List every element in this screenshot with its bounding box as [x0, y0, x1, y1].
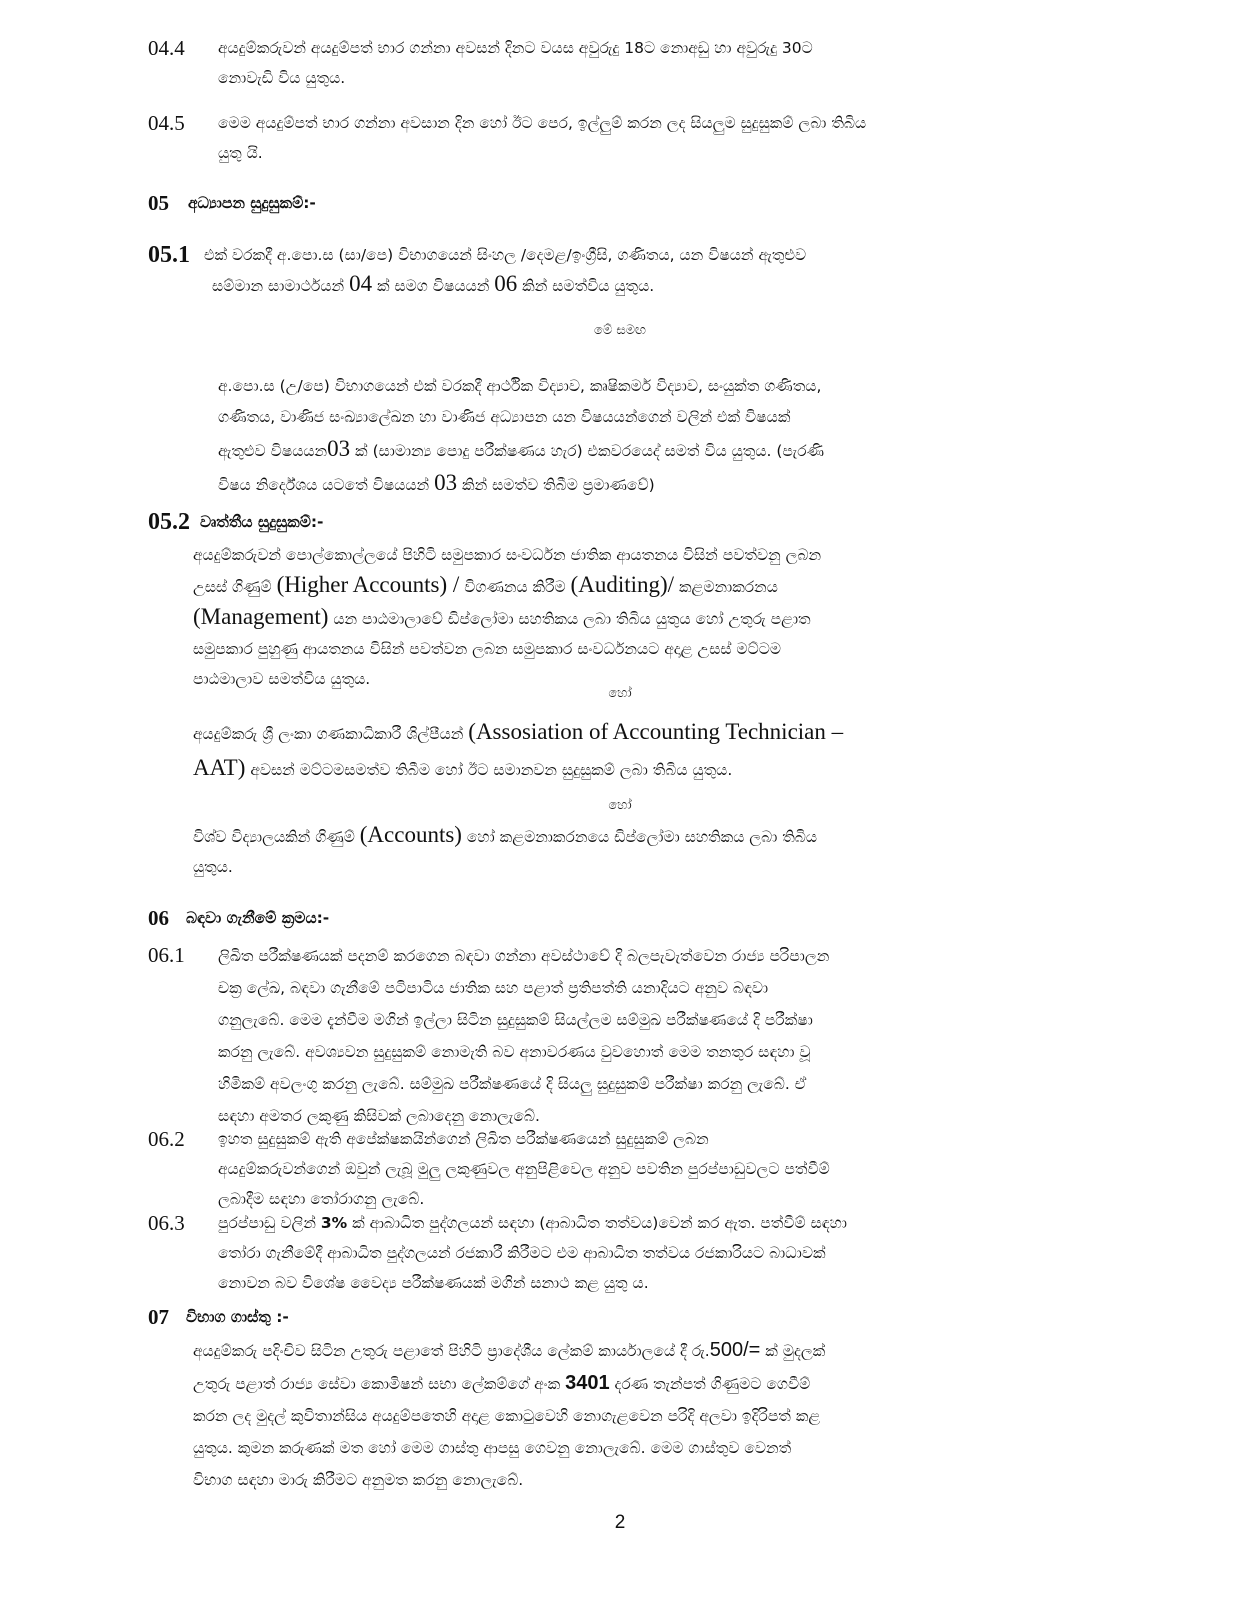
text-line: යුතුය.: [193, 858, 233, 876]
section-number-07: 07: [148, 1305, 169, 1329]
text-line: අයදුම්කරු ශ්‍රී ලංකා ගණකාධිකාරී ශිල්පීයන් (Assosiation of Accounting Technician –: [193, 719, 844, 744]
section-05-1-line-2: සම්මාන සාමාර්ථයන් 04 ක් සමග විෂයයන් 06 කින් සමත්විය යුතුය.: [212, 271, 655, 296]
text-line: නොවන බව විශේෂ වෛද්‍ය පරීක්ෂණයක් මගින් සනාථ කළ යුතු ය.: [218, 1274, 649, 1292]
text-line: යුතු යි.: [218, 144, 263, 162]
text-line: හිමිකම් අවලංගු කරනු ලැබේ. සම්මුඛ පරීක්ෂණයේ දි සියලු සුදුසුකම් පරීක්ෂා කරනු ලැබේ. ඒ: [218, 1075, 807, 1093]
section-05-1-paragraph: [218, 371, 1064, 501]
section-number-06-1: 06.1: [148, 943, 185, 967]
section-04-5-text: [218, 108, 1064, 168]
section-06-2-text: [218, 1124, 1064, 1214]
text-line: ගණිතය, වාණිජ සංඛ්‍යාලේඛන හා වාණිජ අධ්‍යාපන යන විෂයයන්ගෙන් වලින් එක් විෂයක්: [218, 408, 791, 426]
section-number-05-2: 05.2: [148, 509, 190, 535]
text-line: කරන ලද මුදල් කුවිතාන්සිය අයදුම්පතෙහි අදාළ කොටුවෙහි නොගැළවෙන පරිදි අලවා ඉදිරිපත් කළ: [193, 1407, 821, 1425]
section-07-heading: විභාග ගාස්තු :-: [186, 1308, 289, 1326]
page-number: 2: [614, 1512, 626, 1533]
text-line: උතුරු පළාත් රාජ්‍ය සේවා කොමිෂන් සභා ලේකම්ගේ අංක 3401 දරණ තැන්පත් ගිණුමට ගෙවීම්: [193, 1372, 811, 1394]
section-05-1-line-1: එක් වරකදී අ.පො.ස (සා/පෙ) විභාගයෙන් සිංහල /දෙමළ/ඉංග්‍රීසි, ගණිතය, යන විෂයන් ඇතුළුව: [204, 246, 807, 264]
text-line: කරනු ලැබේ. අවශ්‍යවන සුදුසුකම් නොමැති බව අනාවරණය වුවහොත් මෙම තනතුර සඳහා වූ: [218, 1043, 811, 1061]
text-line: අයදුම්කරු පදිංචිව සිටින උතුරු පළාතේ පිහිටි ප්‍රාදේශීය ලේකම් කාර්යාලයේ දී රු.500/= ක් මුදලක්: [193, 1339, 826, 1361]
section-05-2-paragraph-c: [193, 820, 1064, 882]
text-line: නොවැඩි විය යුතුය.: [218, 69, 346, 87]
section-number-05: 05: [148, 191, 169, 215]
text-line: (Management) යන පාඨමාලාවේ ඩිප්ලෝමා සහතිකය ලබා තිබිය යුතුය හෝ උතුරු පළාත: [193, 604, 811, 629]
text-line: අයදුම්කරුවන් පොල්කොල්ලයේ පිහිටි සමුපකාර සංවර්ධන ජාතික ආයතනය විසින් පවත්වනු ලබන: [193, 546, 822, 564]
section-05-2-heading: වෘත්තීය සුදුසුකම්:-: [200, 513, 324, 531]
text-line: උසස් ගිණුම් (Higher Accounts) / විගණනය කිරීම (Auditing)/ කළමනාකරනය: [193, 572, 778, 597]
section-number-06-3: 06.3: [148, 1211, 185, 1235]
section-number-06: 06: [148, 906, 169, 930]
or-label: හෝ: [608, 798, 632, 813]
text-line: සඳහා අමතර ලකුණු කිසිවක් ලබාදෙනු නොලැබේ.: [218, 1107, 540, 1125]
section-number-06-2: 06.2: [148, 1127, 185, 1151]
with-label: මේ සමඟ: [594, 323, 646, 338]
text-line: පුරප්පාඩු වලින් 3% ක් ආබාධිත පුද්ගලයන් සඳහා (ආබාධිත තත්වය)වෙන් කර ඇත. පත්වීම් සඳහා: [218, 1214, 847, 1232]
section-number-04-4: 04.4: [148, 36, 185, 60]
section-06-heading: බඳවා ගැනීමේ ක්‍රමය:-: [186, 909, 330, 927]
section-06-1-text: [218, 940, 1064, 1132]
text-line: ඉහත සුදුසුකම් ඇති අපේක්ෂකයින්ගෙන් ලිඛිත පරීක්ෂණයෙන් සුදුසුකම් ලබන: [218, 1130, 709, 1148]
text-line: විෂය නිර්දේශය යටතේ විෂයයන් 03 කින් සමත්ව තිබීම ප්‍රමාණවේ): [218, 470, 655, 495]
text-line: විශ්ව විද්‍යාලයකින් ගිණුම් (Accounts) හෝ කළමනාකරනයෙ ඩිප්ලෝමා සහතිකය ලබා තිබිය: [193, 822, 818, 847]
section-05-heading: අධ්‍යාපන සුදුසුකම්:-: [188, 194, 316, 212]
text-line: පාඨමාලාව සමත්විය යුතුය.: [193, 670, 371, 688]
text-line: යුතුය. කුමන කරුණක් මත හෝ මෙම ගාස්තු ආපසු ගෙවනු නොලැබේ. මෙම ගාස්තුව වෙනත්: [193, 1439, 792, 1457]
text-line: ඇතුළුව විෂයයන03 ක් (සාමාන්‍ය පොදු පරීක්ෂණය හැර) එකවරයෙද් සමත් විය යුතුය. (පැරණි: [218, 436, 825, 461]
section-number-04-5: 04.5: [148, 111, 185, 135]
section-05-2-paragraph-b: [193, 715, 1064, 787]
text-line: ලිඛිත පරීක්ෂණයක් පදනම් කරගෙන බඳවා ගන්නා අවස්ථාවේ දි බලපැවැත්වෙන රාජ්‍ය පරිපාලන: [218, 947, 830, 965]
text-line: අ.පො.ස (උ/පෙ) විභාගයෙන් එක් වරකදී ආර්ථික විද්‍යාව, කෘෂිකර්ම විද්‍යාව, සංයුක්ත ගණිතය,: [218, 377, 822, 395]
section-04-4-text: [218, 33, 1064, 93]
text-line: සමුපකාර පුහුණු ආයතනය විසින් පවත්වන ලබන සමුපකාර සංවර්ධනයට අදාළ උසස් මට්ටම: [193, 640, 782, 658]
text-line: ගනුලැබේ. මෙම දැන්වීම මගින් ඉල්ලා සිටින සුදුසුකම් සියල්ලම සම්මුඛ පරීක්ෂණයේ දි පරීක්ෂා: [218, 1011, 813, 1029]
section-number-05-1: 05.1: [148, 242, 190, 268]
text-line: ලබාදීම සඳහා තෝරාගනු ලැබේ.: [218, 1190, 425, 1208]
text-line: අයදුම්කරුවන්ගෙන් ඔවුන් ලැබූ මුලු ලකුණුවල අනුපිළිවෙල අනුව පවතින පුරප්පාඩුවලට පත්වීම්: [218, 1160, 830, 1178]
text-line: අයදුම්කරුවන් අයදුම්පත් භාර ගන්නා අවසන් දිනට වයස අවුරුදු 18ට නොඅඩු හා අවුරුදු 30ට: [218, 39, 813, 57]
text-line: මෙම අයදුම්පත් භාර ගන්නා අවසාන දින හෝ ඊට පෙර, ඉල්ලුම් කරන ලද සියලුම සුදුසුකම් ලබා තිබිය: [218, 114, 867, 132]
section-05-2-paragraph-a: [193, 540, 1064, 694]
or-label: හෝ: [608, 686, 632, 701]
text-line: තෝරා ගැනීමේදී ආබාධිත පුද්ගලයන් රජකාරී කිරීමට එම ආබාධිත තත්වය රජකාරියට බාධාවක්: [218, 1244, 826, 1262]
section-07-text: [193, 1334, 1064, 1496]
section-06-3-text: [218, 1208, 1064, 1298]
text-line: විභාග සඳහා මාරු කිරීමට අනුමත කරනු නොලැබේ.: [193, 1471, 524, 1489]
text-line: AAT) අවසන් මට්ටමසමත්ව තිබීම හෝ ඊට සමානවන සුදුසුකම් ලබා තිබිය යුතුය.: [193, 755, 733, 780]
text-line: චක්‍ර ලේඛ, බඳවා ගැනීමේ පටිපාටිය ජාතික සහ පළාත් ප්‍රතිපත්ති යනාදියට අනුව බඳවා: [218, 979, 769, 997]
